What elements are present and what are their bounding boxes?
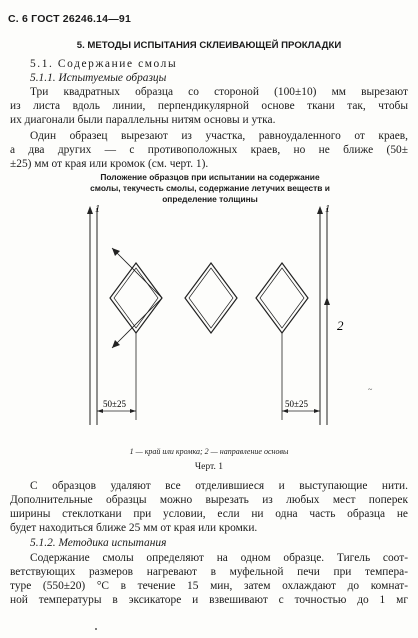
dim-label-right: 50±25: [285, 399, 308, 409]
dim-arrow-right-b: [314, 409, 320, 413]
stray-dot: [95, 628, 97, 630]
sample-diamond-right-inner: [260, 268, 304, 328]
figure-title-line1: Положение образцов при испытании на содержание: [100, 172, 320, 182]
figure-caption: 1 — край или кромка; 2 — направление основы: [129, 447, 289, 456]
stray-mark: ~: [368, 385, 373, 394]
para1-line1: Три квадратных образца со стороной (100±10) мм вырезают: [30, 86, 408, 98]
para3-line3: ширины стеклоткани при условии, если ни одна часть образца не: [10, 508, 408, 520]
para4-line1: Содержание смолы определяют на одном образце. Тигель соот-: [30, 552, 408, 564]
para1-line3: их диагонали были параллельны нитям основы и утка.: [10, 114, 276, 126]
section-title: 5. МЕТОДЫ ИСПЫТАНИЯ СКЛЕИВАЮЩЕЙ ПРОКЛАДКИ: [76, 40, 342, 51]
para4-line3: туре (550±20) °С в течение 15 мин, затем охлаждают до комнат-: [10, 580, 408, 592]
dim-arrow-left-b: [130, 409, 136, 413]
subsection-5-1-1: 5.1.1. Испытуемые образцы: [30, 72, 167, 84]
para1-line2: из листа вдоль линии, перпендикулярной основе ткани так, чтобы: [10, 100, 408, 112]
edge-arrowhead-left: [87, 206, 93, 214]
para2-line2: а два других — с противоположных краев, но не ближе (50±: [10, 144, 408, 156]
figure-title-line2: смолы, текучесть смолы, содержание летучих веществ и: [90, 183, 330, 193]
para3-line2: Дополнительные образцы можно вырезать из любых мест поперек: [10, 494, 408, 506]
sample-diamond-right: [256, 263, 308, 333]
label-1-left: 1: [95, 204, 100, 215]
dim-arrow-right-a: [282, 409, 288, 413]
label-2: 2: [337, 318, 344, 333]
para3-line4: будет находиться ближе 25 мм от края или кромки.: [10, 522, 258, 534]
para2-line1: Один образец вырезают из участка, равноудаленного от краев,: [30, 130, 408, 142]
para4-line4: ной температуры в эксикаторе и взвешивают с точностью до 1 мг: [10, 594, 408, 606]
edge-arrowhead-right: [317, 206, 323, 214]
sample-diamond-center: [185, 263, 237, 333]
sample-diamond-center-inner: [189, 268, 233, 328]
sample-diamond-left: [110, 263, 162, 333]
sample-diamond-left-inner: [114, 268, 158, 328]
label-1-right: 1: [325, 204, 330, 215]
warp-direction-arrowhead: [324, 297, 330, 305]
page-header: С. 6 ГОСТ 26246.14—91: [8, 13, 131, 25]
figure-name: Черт. 1: [194, 461, 224, 472]
para3-line1: С образцов удаляют все отделившиеся и выступающие нити.: [30, 480, 408, 492]
para2-line3: ±25) мм от края или кромок (см. черт. 1).: [10, 158, 209, 170]
subsection-5-1-2: 5.1.2. Методика испытания: [30, 537, 167, 549]
figure-title-line3: определение толщины: [162, 194, 258, 204]
subsection-5-1: 5.1. Содержание смолы: [30, 58, 178, 70]
dim-label-left: 50±25: [103, 399, 126, 409]
para4-line2: ветствующих размеров нагревают в муфельной печи при темпера-: [10, 566, 408, 578]
dim-arrow-left-a: [97, 409, 103, 413]
